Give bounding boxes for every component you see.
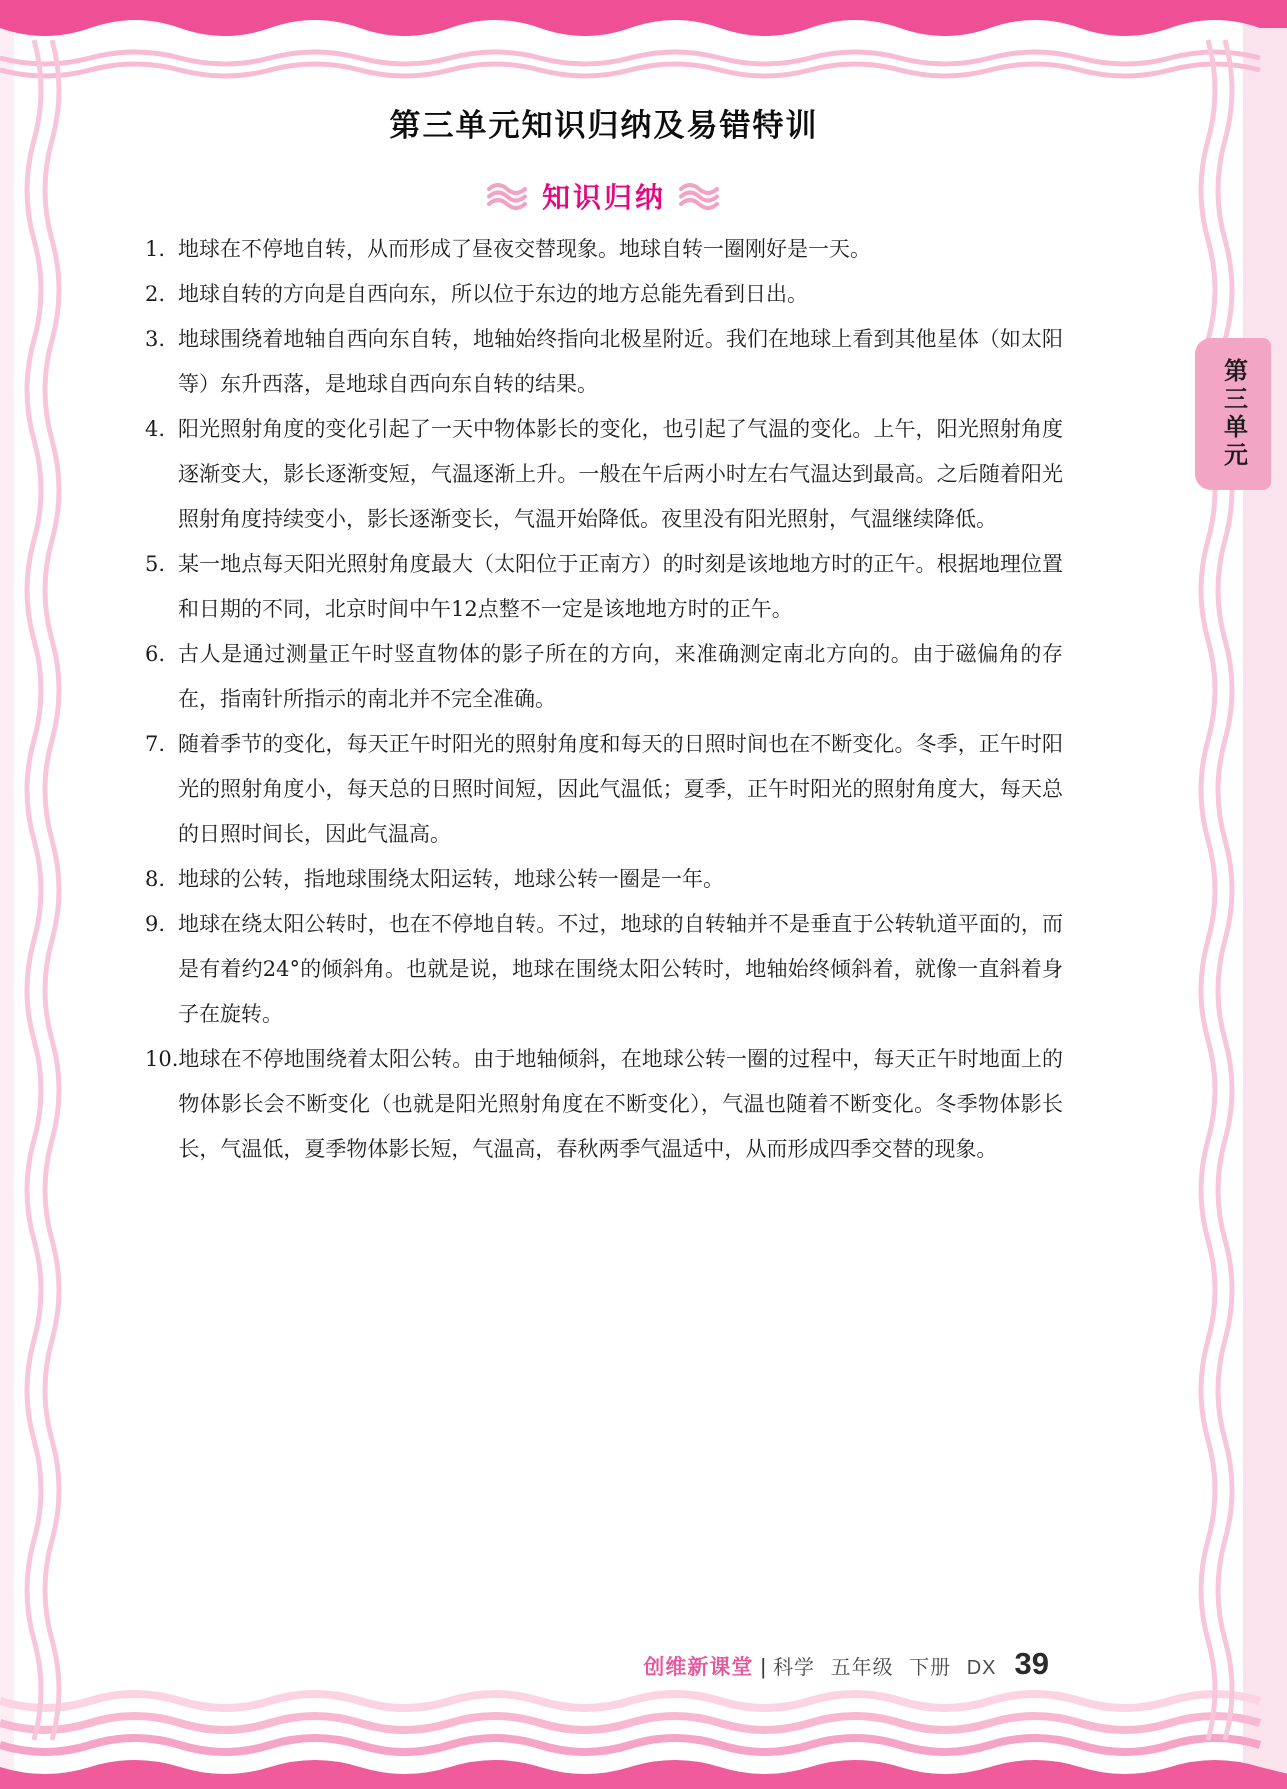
item-number: 2. bbox=[145, 282, 166, 306]
list-item bbox=[145, 902, 1063, 1037]
item-number: 8. bbox=[145, 867, 166, 891]
list-item bbox=[145, 632, 1063, 722]
wave-decoration-left-icon bbox=[486, 183, 530, 210]
right-edge-band bbox=[1243, 0, 1287, 1789]
item-text: 地球自转的方向是自西向东，所以位于东边的地方总能先看到日出。 bbox=[178, 282, 808, 306]
item-text: 地球在不停地自转，从而形成了昼夜交替现象。地球自转一圈刚好是一天。 bbox=[178, 237, 871, 261]
list-item bbox=[145, 857, 1063, 902]
item-number: 5. bbox=[145, 552, 166, 576]
item-text: 古人是通过测量正午时竖直物体的影子所在的方向，来准确测定南北方向的。由于磁偏角的存在，指南针所指示的南北并不完全准确。 bbox=[178, 642, 1063, 711]
footer-meta: 科学 五年级 下册 DX bbox=[773, 1657, 997, 1679]
item-text: 随着季节的变化，每天正午时阳光的照射角度和每天的日照时间也在不断变化。冬季，正午时阳光的照射角度小，每天总的日照时间短，因此气温低；夏季，正午时阳光的照射角度大，每天总的日照时间长，因此气温高。 bbox=[178, 732, 1063, 846]
top-border-waves bbox=[0, 0, 1287, 85]
unit-side-tab bbox=[1195, 338, 1271, 490]
item-text: 地球在不停地围绕着太阳公转。由于地轴倾斜，在地球公转一圈的过程中，每天正午时地面上的物体影长会不断变化（也就是阳光照射角度在不断变化），气温也随着不断变化。冬季物体影长长，气温低，夏季物体影长短，气温高，春秋两季气温适中，从而形成四季交替的现象。 bbox=[178, 1047, 1063, 1161]
list-item bbox=[145, 317, 1063, 407]
item-number: 3. bbox=[145, 327, 166, 351]
item-text: 地球的公转，指地球围绕太阳运转，地球公转一圈是一年。 bbox=[178, 867, 724, 891]
list-item bbox=[145, 407, 1063, 542]
page-title: 第三单元知识归纳及易错特训 bbox=[389, 108, 819, 143]
section-header-label: 知识归纳 bbox=[541, 182, 666, 213]
page-number: 39 bbox=[1014, 1646, 1049, 1681]
list-item bbox=[145, 272, 1063, 317]
item-text: 地球围绕着地轴自西向东自转，地轴始终指向北极星附近。我们在地球上看到其他星体（如太阳等）东升西落，是地球自西向东自转的结果。 bbox=[178, 327, 1063, 396]
item-number: 4. bbox=[145, 417, 166, 441]
list-item bbox=[145, 542, 1063, 632]
item-number: 7. bbox=[145, 732, 166, 756]
list-item bbox=[145, 722, 1063, 857]
item-number: 9. bbox=[145, 912, 166, 936]
wave-decoration-right-icon bbox=[678, 183, 722, 210]
knowledge-list bbox=[145, 227, 1063, 1172]
item-text: 某一地点每天阳光照射角度最大（太阳位于正南方）的时刻是该地地方时的正午。根据地理位置和日期的不同，北京时间中午12点整不一定是该地地方时的正午。 bbox=[178, 552, 1063, 621]
item-number: 1. bbox=[145, 237, 166, 261]
list-item bbox=[145, 1037, 1063, 1172]
unit-side-tab-label: 第三单元 bbox=[1219, 358, 1247, 470]
section-header bbox=[145, 176, 1063, 216]
item-number: 10. bbox=[145, 1047, 179, 1071]
footer-brand: 创维新课堂 bbox=[643, 1656, 754, 1679]
page-footer bbox=[145, 1646, 1063, 1682]
item-text: 阳光照射角度的变化引起了一天中物体影长的变化，也引起了气温的变化。上午，阳光照射角度逐渐变大，影长逐渐变短，气温逐渐上升。一般在午后两小时左右气温达到最高。之后随着阳光照射角度持续变小，影长逐渐变长，气温开始降低。夜里没有阳光照射，气温继续降低。 bbox=[178, 417, 1063, 531]
bottom-border-waves bbox=[0, 1689, 1287, 1789]
item-number: 6. bbox=[145, 642, 166, 666]
left-edge-band bbox=[0, 0, 14, 1789]
footer-divider: | bbox=[760, 1654, 767, 1679]
item-text: 地球在绕太阳公转时，也在不停地自转。不过，地球的自转轴并不是垂直于公转轨道平面的，而是有着约24°的倾斜角。也就是说，地球在围绕太阳公转时，地轴始终倾斜着，就像一直斜着身子在旋转。 bbox=[178, 912, 1063, 1026]
list-item bbox=[145, 227, 1063, 272]
